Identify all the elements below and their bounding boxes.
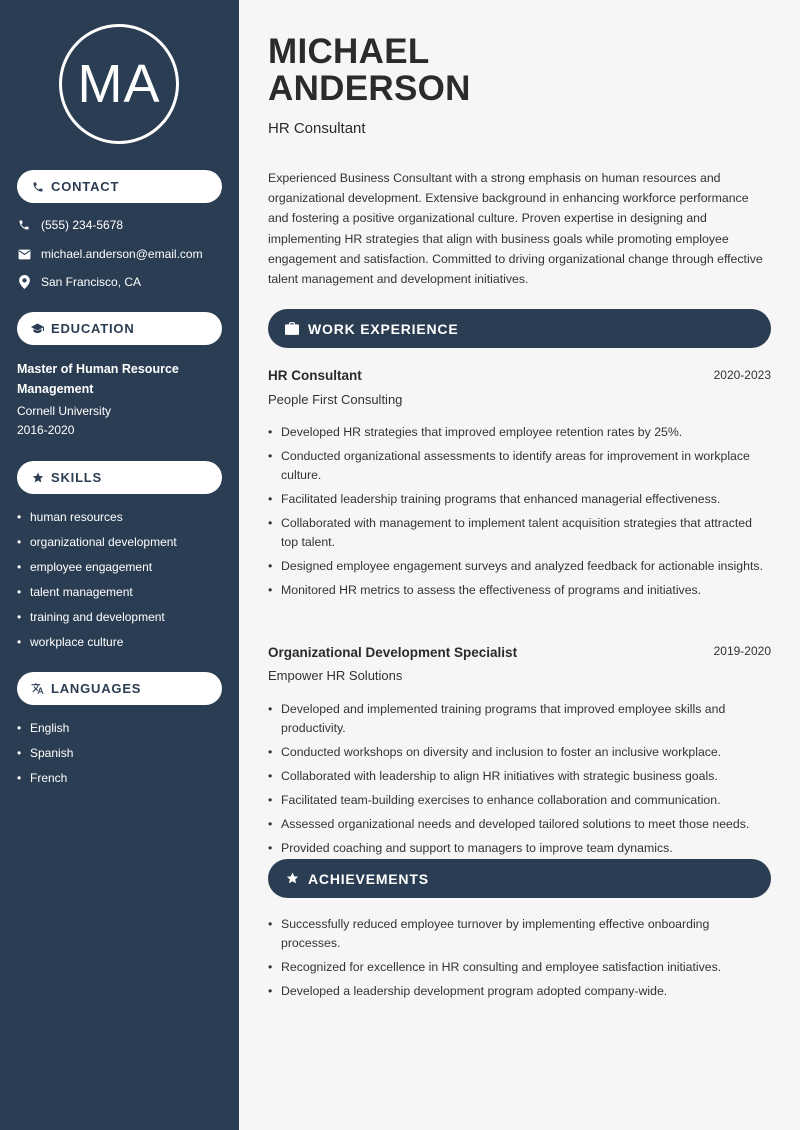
- sidebar: [0, 0, 239, 1130]
- job-1-bullets: [268, 423, 772, 605]
- skill-item: • employee engagement: [17, 559, 177, 584]
- achievement-item: • Recognized for excellence in HR consulting and employee satisfaction initiatives.: [268, 958, 772, 977]
- education-school: Cornell University: [17, 404, 112, 418]
- last-name: ANDERSON: [268, 69, 471, 108]
- job-1-dates: 2020-2023: [713, 368, 771, 382]
- job-bullet: • Developed and implemented training programs that improved employee skills and productivity.: [268, 700, 772, 738]
- skill-item: • training and development: [17, 609, 177, 634]
- achievements-heading: ACHIEVEMENTS: [308, 870, 429, 887]
- job-bullet: • Conducted workshops on diversity and inclusion to foster an inclusive workplace.: [268, 743, 772, 762]
- job-bullet: • Facilitated team-building exercises to enhance collaboration and communication.: [268, 791, 772, 810]
- work-experience-heading: WORK EXPERIENCE: [308, 320, 459, 337]
- languages-heading: LANGUAGES: [51, 681, 142, 696]
- job-2-company: Empower HR Solutions: [268, 668, 403, 683]
- work-experience-heading-bar: [268, 309, 771, 348]
- job-1-company: People First Consulting: [268, 392, 403, 407]
- job-bullet: • Conducted organizational assessments to identify areas for improvement in workplace culture.: [268, 447, 772, 485]
- avatar-initials: MA: [59, 24, 179, 144]
- achievement-item: • Successfully reduced employee turnover by implementing effective onboarding processes.: [268, 915, 772, 953]
- education-heading: EDUCATION: [51, 321, 135, 336]
- skill-item: • human resources: [17, 509, 177, 534]
- language-item: • English: [17, 720, 73, 745]
- contact-heading: CONTACT: [51, 179, 120, 194]
- job-2-title: Organizational Development Specialist: [268, 645, 518, 660]
- contact-phone[interactable]: (555) 234-5678: [41, 218, 124, 232]
- first-name: MICHAEL: [268, 32, 430, 71]
- star-icon: [31, 471, 44, 484]
- language-item: • French: [17, 770, 73, 795]
- job-bullet: • Monitored HR metrics to assess the effectiveness of programs and initiatives.: [268, 581, 772, 600]
- skills-heading-pill: [17, 461, 222, 494]
- languages-heading-pill: [17, 672, 222, 705]
- languages-list: [17, 720, 73, 795]
- achievement-item: • Developed a leadership development program adopted company-wide.: [268, 982, 772, 1001]
- candidate-name: [268, 33, 471, 107]
- graduation-cap-icon: [31, 322, 44, 335]
- contact-email-row: [17, 247, 203, 261]
- contact-phone-row: [17, 218, 123, 232]
- education-heading-pill: [17, 312, 222, 345]
- job-bullet: • Developed HR strategies that improved employee retention rates by 25%.: [268, 423, 772, 442]
- contact-location: San Francisco, CA: [41, 275, 142, 289]
- job-title-headline: HR Consultant: [268, 120, 366, 137]
- education-degree: Master of Human Resource Management: [17, 362, 179, 396]
- skill-item: • organizational development: [17, 534, 177, 559]
- contact-heading-pill: [17, 170, 222, 203]
- job-bullet: • Provided coaching and support to managers to improve team dynamics.: [268, 839, 772, 858]
- achievements-list: [268, 915, 772, 1006]
- skill-item: • talent management: [17, 584, 177, 609]
- map-pin-icon: [17, 275, 31, 289]
- skills-list: [17, 509, 177, 659]
- job-2-dates: 2019-2020: [713, 644, 771, 658]
- education-years: 2016-2020: [17, 423, 75, 437]
- briefcase-icon: [285, 322, 299, 336]
- job-2-bullets: [268, 700, 772, 863]
- phone-icon: [17, 218, 31, 232]
- skills-heading: SKILLS: [51, 470, 103, 485]
- phone-icon: [31, 180, 44, 193]
- contact-email[interactable]: michael.anderson@email.com: [41, 247, 203, 261]
- job-bullet: • Assessed organizational needs and developed tailored solutions to meet those needs.: [268, 815, 772, 834]
- language-item: • Spanish: [17, 745, 73, 770]
- star-icon: [285, 872, 299, 886]
- skill-item: • workplace culture: [17, 634, 177, 659]
- translate-icon: [31, 682, 44, 695]
- job-bullet: • Collaborated with leadership to align HR initiatives with strategic business goals.: [268, 767, 772, 786]
- contact-location-row: [17, 275, 141, 289]
- job-1-title: HR Consultant: [268, 368, 362, 383]
- profile-summary: Experienced Business Consultant with a strong emphasis on human resources and organizational development. Extensive background in enhancing workforce performance and fostering a positive organizational culture. Proven expertise in designing and implementing HR strategies that align with business goals while promoting employee engagement and satisfaction. Committed to driving organizational change through effective talent management and development initiatives.: [268, 171, 763, 287]
- mail-icon: [17, 247, 31, 261]
- achievements-heading-bar: [268, 859, 771, 898]
- job-bullet: • Designed employee engagement surveys and analyzed feedback for actionable insights.: [268, 557, 772, 576]
- job-bullet: • Facilitated leadership training programs that enhanced managerial effectiveness.: [268, 490, 772, 509]
- job-bullet: • Collaborated with management to implement talent acquisition strategies that attracted top talent.: [268, 514, 772, 552]
